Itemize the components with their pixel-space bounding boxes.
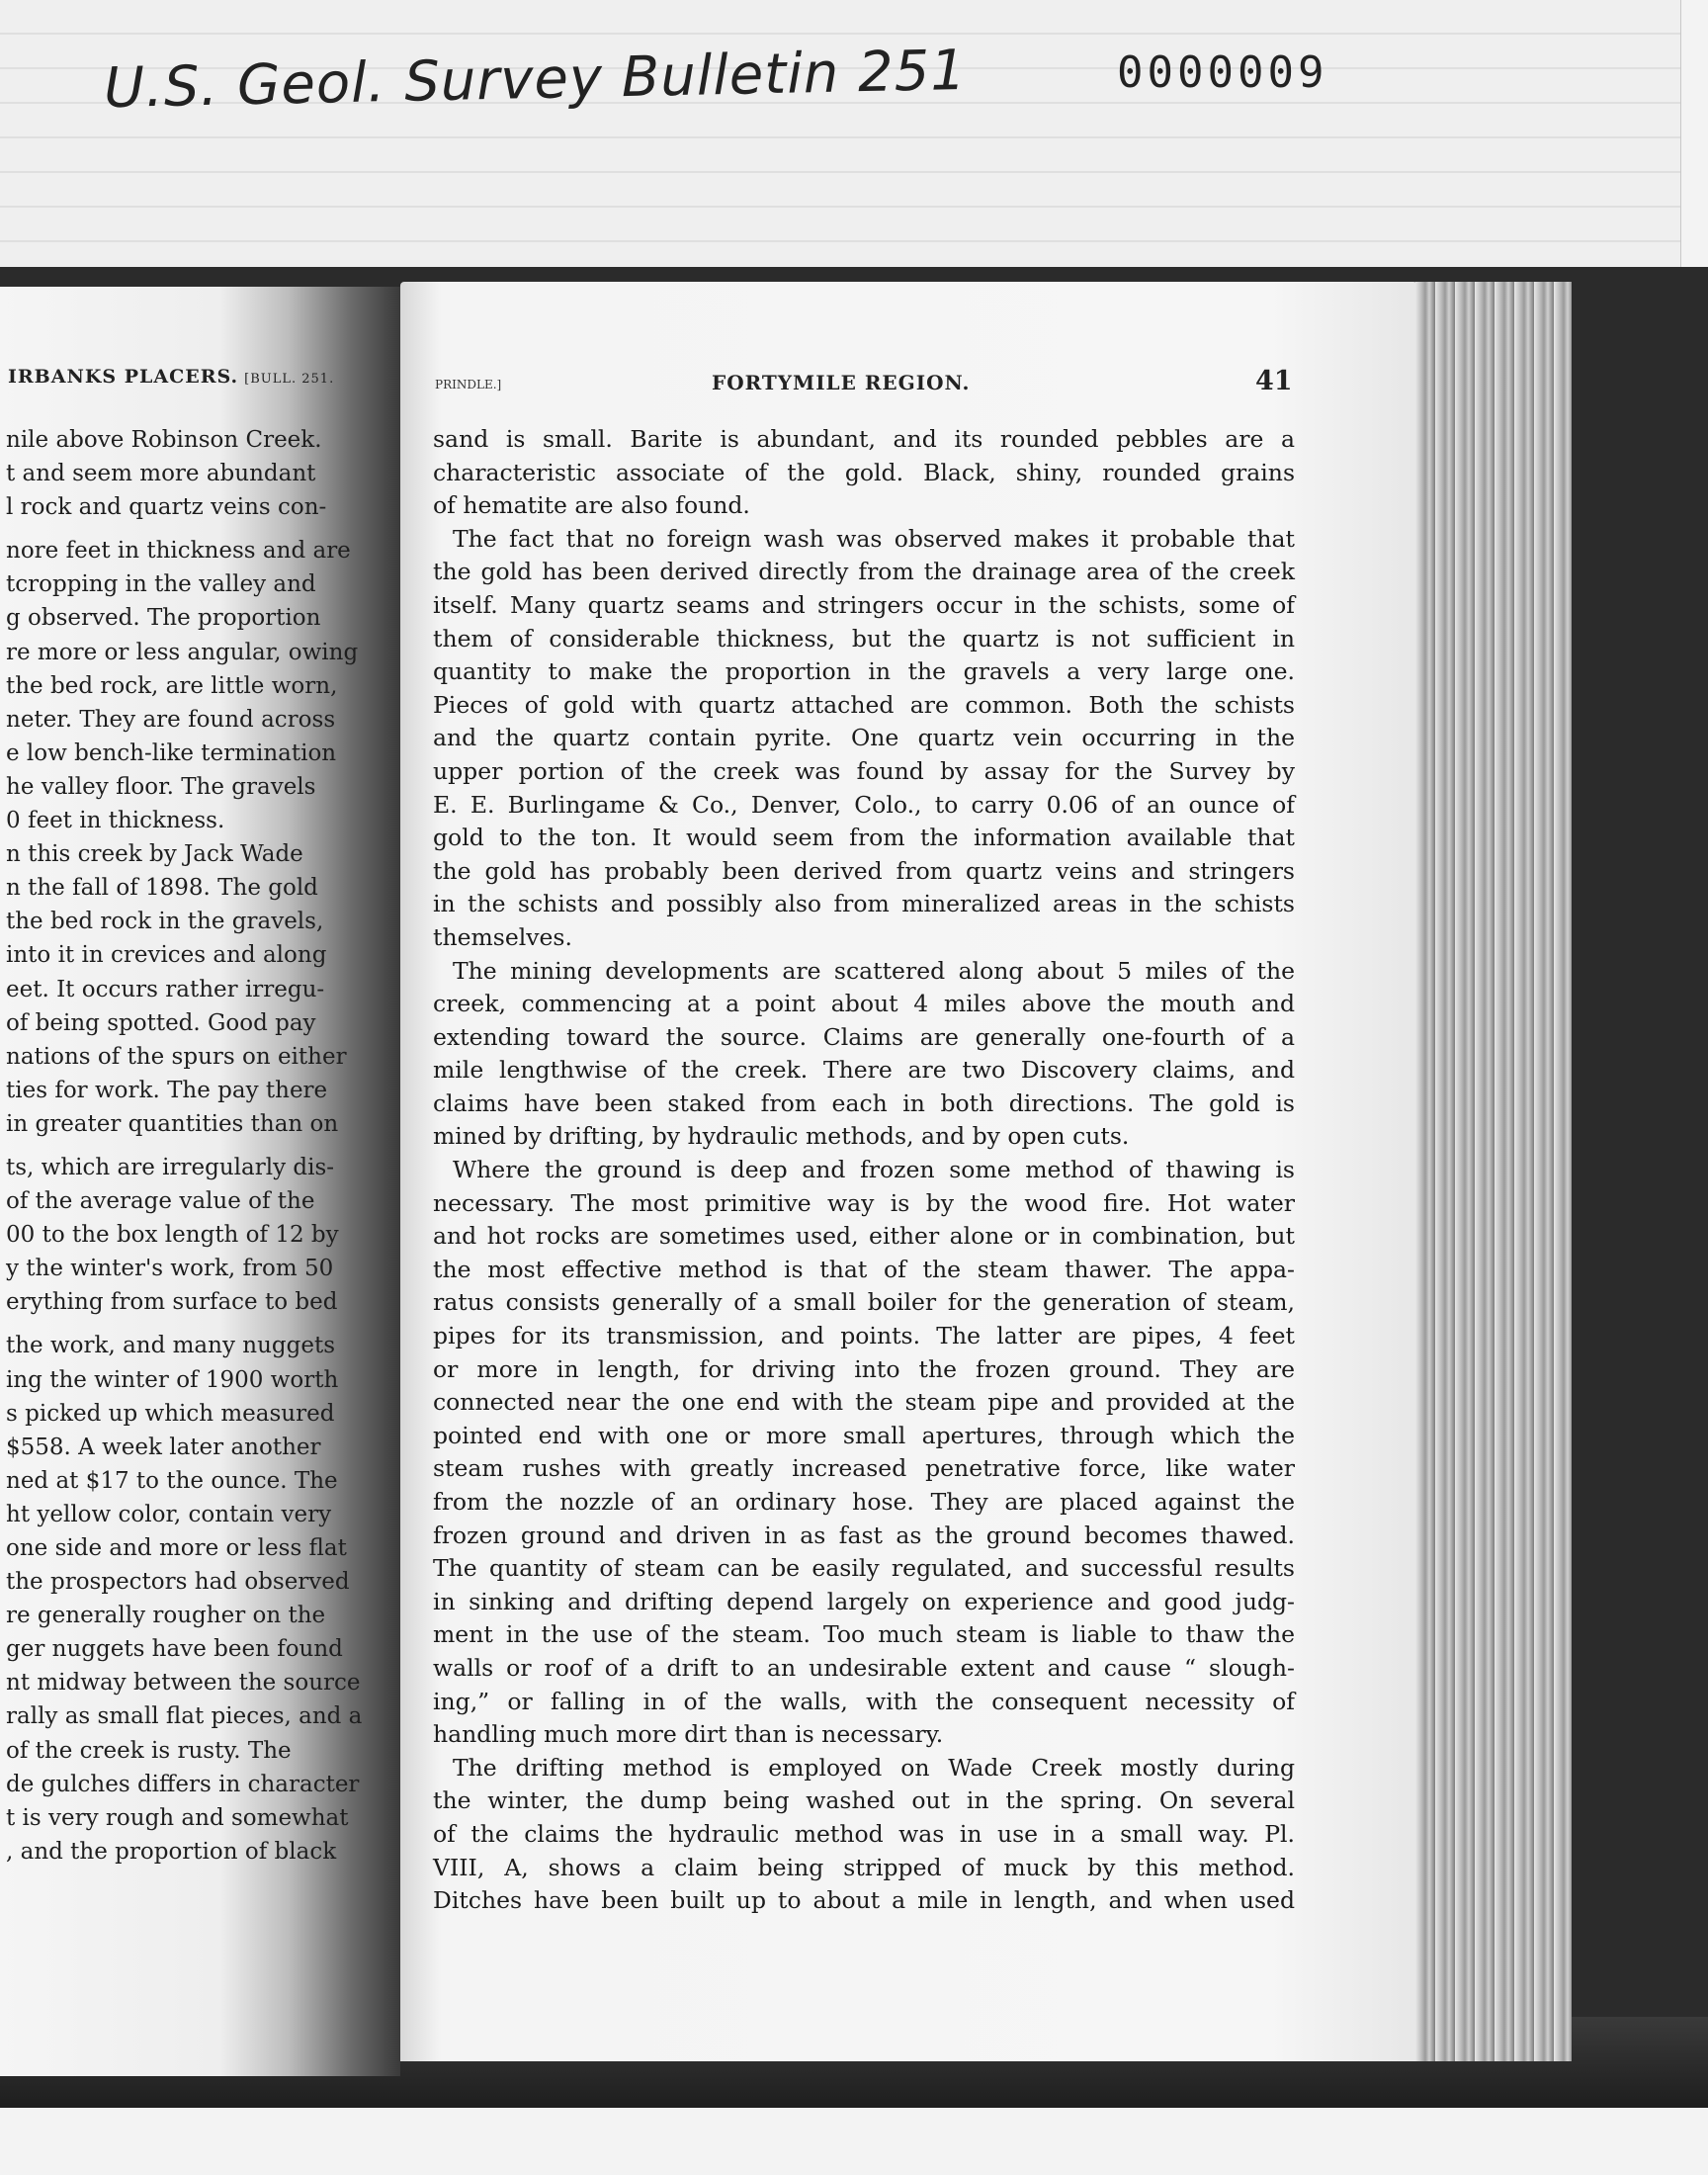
text-line: mined by drifting, by hydraulic methods, and by open cuts. [433, 1122, 1130, 1151]
text-line: ment in the use of the steam. Too much steam is liable to thaw the [433, 1620, 1295, 1649]
text-line: neter. They are found across [6, 706, 336, 733]
text-line: nt midway between the source [6, 1670, 361, 1696]
text-line: pipes for its transmission, and points. The latter are pipes, 4 feet [433, 1322, 1295, 1350]
text-line: necessary. The most primitive way is by the wood fire. Hot water [433, 1188, 1295, 1217]
left-header-title: IRBANKS PLACERS. [8, 366, 239, 388]
text-line: gold to the ton. It would seem from the information available that [433, 824, 1295, 852]
text-line: ger nuggets have been found [6, 1636, 343, 1663]
text-line: The mining developments are scattered along about 5 miles of the [453, 956, 1295, 985]
text-line: e low bench-like termination [6, 740, 337, 766]
paragraph-gap [6, 1319, 400, 1329]
text-line: The drifting method is employed on Wade Creek mostly during [453, 1753, 1295, 1782]
text-line: 0 feet in thickness. [6, 808, 225, 834]
text-line: $558. A week later another [6, 1434, 321, 1460]
page-number: 41 [1255, 366, 1293, 396]
text-line: themselves. [433, 922, 572, 951]
text-line: Where the ground is deep and frozen some method of thawing is [453, 1156, 1295, 1184]
text-line: de gulches differs in character [6, 1771, 360, 1797]
left-page-running-head [8, 366, 334, 388]
text-line: the most effective method is that of the steam thawer. The appa- [433, 1255, 1295, 1283]
text-line: l rock and quartz veins con- [6, 494, 327, 521]
text-line: eet. It occurs rather irregu- [6, 976, 325, 1002]
text-line: E. E. Burlingame & Co., Denver, Colo., to carry 0.06 of an ounce of [433, 790, 1295, 819]
text-line: n this creek by Jack Wade [6, 841, 303, 868]
text-line: VIII, A, shows a claim being stripped of muck by this method. [433, 1853, 1295, 1881]
text-line: nore feet in thickness and are [6, 538, 351, 565]
catalog-label-strip [0, 0, 1681, 267]
text-line: re more or less angular, owing [6, 639, 359, 665]
text-line: and hot rocks are sometimes used, either alone or in combination, but [433, 1222, 1295, 1251]
text-line: ts, which are irregularly dis- [6, 1154, 335, 1180]
paragraph-gap [6, 524, 400, 534]
text-line: the prospectors had observed [6, 1569, 350, 1596]
text-line: and the quartz contain pyrite. One quartz vein occurring in the [433, 724, 1295, 752]
text-line: sand is small. Barite is abundant, and its rounded pebbles are a [433, 425, 1295, 453]
text-line: ing,” or falling in of the walls, with the consequent necessity of [433, 1687, 1295, 1715]
text-line: in the schists and possibly also from mineralized areas in the schists [433, 890, 1295, 918]
text-line: steam rushes with greatly increased penetrative force, like water [433, 1454, 1295, 1483]
text-line: upper portion of the creek was found by assay for the Survey by [433, 756, 1295, 785]
text-line: erything from surface to bed [6, 1289, 338, 1316]
text-line: of being spotted. Good pay [6, 1009, 316, 1036]
text-line: the bed rock in the gravels, [6, 909, 324, 935]
text-line: , and the proportion of black [6, 1838, 337, 1865]
text-line: mile lengthwise of the creek. There are two Discovery claims, and [433, 1056, 1295, 1085]
text-line: extending toward the source. Claims are generally one-fourth of a [433, 1022, 1295, 1051]
text-line: ht yellow color, contain very [6, 1501, 332, 1527]
text-line: claims have been staked from each in both directions. The gold is [433, 1088, 1295, 1117]
text-line: s picked up which measured [6, 1400, 335, 1427]
text-line: of the claims the hydraulic method was in use in a small way. Pl. [433, 1819, 1295, 1848]
text-line: walls or roof of a drift to an undesirable extent and cause “ slough- [433, 1653, 1295, 1682]
text-line: the work, and many nuggets [6, 1333, 335, 1359]
text-line: into it in crevices and along [6, 942, 327, 969]
text-line: The fact that no foreign wash was observed makes it probable that [453, 524, 1295, 553]
text-line: the gold has probably been derived from quartz veins and stringers [433, 856, 1295, 885]
text-line: the winter, the dump being washed out in the spring. On several [433, 1786, 1295, 1815]
text-line: the gold has been derived directly from the drainage area of the creek [433, 558, 1295, 586]
left-page-text [6, 423, 400, 1869]
right-page-text [433, 423, 1295, 1918]
text-line: one side and more or less flat [6, 1535, 347, 1561]
text-line: ties for work. The pay there [6, 1077, 328, 1103]
text-line: of the average value of the [6, 1188, 315, 1215]
text-line: itself. Many quartz seams and stringers occur in the schists, some of [433, 590, 1295, 619]
text-line: creek, commencing at a point about 4 miles above the mouth and [433, 990, 1295, 1018]
text-line: nations of the spurs on either [6, 1043, 347, 1070]
text-line: them of considerable thickness, but the quartz is not sufficient in [433, 624, 1295, 652]
text-line: he valley floor. The gravels [6, 773, 316, 800]
text-line: or more in length, for driving into the frozen ground. They are [433, 1354, 1295, 1383]
left-header-tag: [BULL. 251. [244, 372, 335, 387]
text-line: g observed. The proportion [6, 605, 321, 632]
text-line: n the fall of 1898. The gold [6, 875, 318, 902]
page-edges [1415, 282, 1572, 2061]
text-line: y the winter's work, from 50 [6, 1256, 334, 1282]
text-line: connected near the one end with the steam pipe and provided at the [433, 1388, 1295, 1417]
text-line: the bed rock, are little worn, [6, 672, 338, 699]
text-line: ned at $17 to the ounce. The [6, 1467, 338, 1494]
text-line: tcropping in the valley and [6, 571, 316, 598]
text-line: of the creek is rusty. The [6, 1737, 292, 1764]
text-line: frozen ground and driven in as fast as the ground becomes thawed. [433, 1521, 1295, 1549]
text-line: Pieces of gold with quartz attached are common. Both the schists [433, 690, 1295, 719]
text-line: nile above Robinson Creek. [6, 427, 322, 453]
text-line: The quantity of steam can be easily regulated, and successful results [433, 1554, 1295, 1583]
right-page-running-head: FORTYMILE REGION. [712, 371, 971, 394]
text-line: characteristic associate of the gold. Black, shiny, rounded grains [433, 458, 1295, 486]
handwritten-title: U.S. Geol. Survey Bulletin 251 [103, 38, 968, 122]
text-line: of hematite are also found. [433, 491, 750, 520]
text-line: t is very rough and somewhat [6, 1804, 349, 1831]
text-line: 00 to the box length of 12 by [6, 1222, 339, 1249]
text-line: re generally rougher on the [6, 1603, 326, 1629]
text-line: from the nozzle of an ordinary hose. They are placed against the [433, 1488, 1295, 1516]
right-page-author-head: PRINDLE.] [435, 378, 502, 392]
text-line: Ditches have been built up to about a mile in length, and when used [433, 1886, 1295, 1915]
text-line: quantity to make the proportion in the gravels a very large one. [433, 657, 1295, 686]
text-line: in greater quantities than on [6, 1110, 339, 1137]
text-line: pointed end with one or more small apertures, through which the [433, 1421, 1295, 1449]
text-line: handling much more dirt than is necessary. [433, 1720, 944, 1749]
text-line: t and seem more abundant [6, 461, 316, 487]
text-line: rally as small flat pieces, and a [6, 1703, 363, 1730]
text-line: ing the winter of 1900 worth [6, 1366, 339, 1393]
text-line: ratus consists generally of a small boiler for the generation of steam, [433, 1288, 1295, 1317]
left-book-page [0, 287, 400, 2076]
text-line: in sinking and drifting depend largely on experience and good judg- [433, 1587, 1295, 1615]
stamped-document-number: 0000009 [1117, 47, 1328, 98]
paragraph-gap [6, 1141, 400, 1151]
